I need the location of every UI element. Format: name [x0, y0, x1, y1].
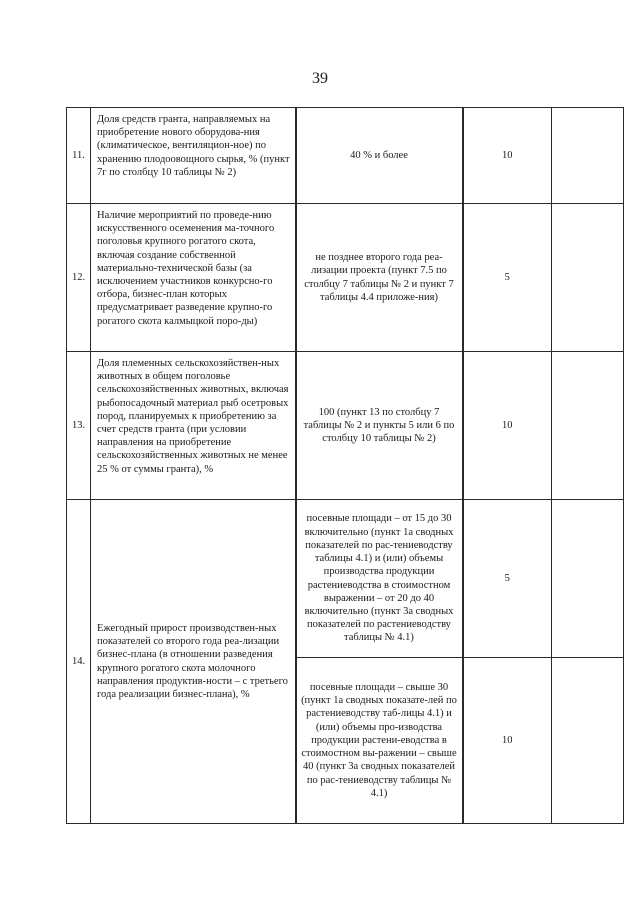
- row-number: 13.: [67, 352, 91, 500]
- score-cell: 5: [463, 500, 552, 658]
- criteria-table: [66, 107, 624, 824]
- table-row: [67, 500, 624, 658]
- value-cell: 100 (пункт 13 по столбцу 7 таблицы № 2 и пункты 5 или 6 по столбцу 10 таблицы № 2): [296, 352, 463, 500]
- score-cell: 10: [463, 658, 552, 824]
- table-row: [67, 352, 624, 500]
- criterion-cell: Наличие мероприятий по проведе-нию искусственного осеменения ма-точного поголовья крупного рогатого скота, включая создание собственной материально-технической базы (за исключением участников конкурсно-го отбора, бизнес-план которых предусматривает разведение крупно-го рогатого скота калмыцкой поро-ды): [91, 204, 296, 352]
- row-number: 14.: [67, 500, 91, 824]
- criterion-cell: Ежегодный прирост производствен-ных показателей со второго года реа-лизации бизнес-плана (в отношении разведения крупного рогатого скота молочного направления продуктив-ности – с третьего года реализации бизнес-плана), %: [91, 500, 296, 824]
- row-number: 12.: [67, 204, 91, 352]
- table-row: [67, 108, 624, 204]
- empty-cell: [552, 108, 624, 204]
- score-cell: 10: [463, 108, 552, 204]
- value-cell: не позднее второго года реа-лизации проекта (пункт 7.5 по столбцу 7 таблицы № 2 и пункт 7 таблицы 4.4 приложе-ния): [296, 204, 463, 352]
- page-number: 39: [312, 70, 328, 87]
- empty-cell: [552, 204, 624, 352]
- criterion-cell: Доля средств гранта, направляемых на приобретение нового оборудова-ния (климатическое, вентиляцион-ное) по хранению плодоовощного сырья, % (пункт 7г по столбцу 10 таблицы № 2): [91, 108, 296, 204]
- empty-cell: [552, 500, 624, 658]
- row-number: 11.: [67, 108, 91, 204]
- value-cell: посевные площади – свыше 30 (пункт 1а сводных показате-лей по растениеводству таб-лицы 4.1) и (или) объемы про-изводства продукции растени-еводства в стоимостном вы-ражении – свыше 40 (пункт 3а сводных показателей по рас-тениеводству таблицы № 4.1): [296, 658, 463, 824]
- score-cell: 5: [463, 204, 552, 352]
- criterion-cell: Доля племенных сельскохозяйствен-ных животных в общем поголовье сельскохозяйственных животных, включая рыбопосадочный материал рыб осетровых пород, планируемых к приобретению за счет средств гранта (при условии направления на приобретение сельскохозяйственных животных не менее 25 % от суммы гранта), %: [91, 352, 296, 500]
- table-row: [67, 204, 624, 352]
- empty-cell: [552, 352, 624, 500]
- score-cell: 10: [463, 352, 552, 500]
- value-cell: посевные площади – от 15 до 30 включительно (пункт 1а сводных показателей по рас-тениеводству таблицы 4.1) и (или) объемы производства продукции растениеводства в стоимостном выражении – от 20 до 40 включительно (пункт 3а сводных показателей по растениеводству таблицы № 4.1): [296, 500, 463, 658]
- empty-cell: [552, 658, 624, 824]
- value-cell: 40 % и более: [296, 108, 463, 204]
